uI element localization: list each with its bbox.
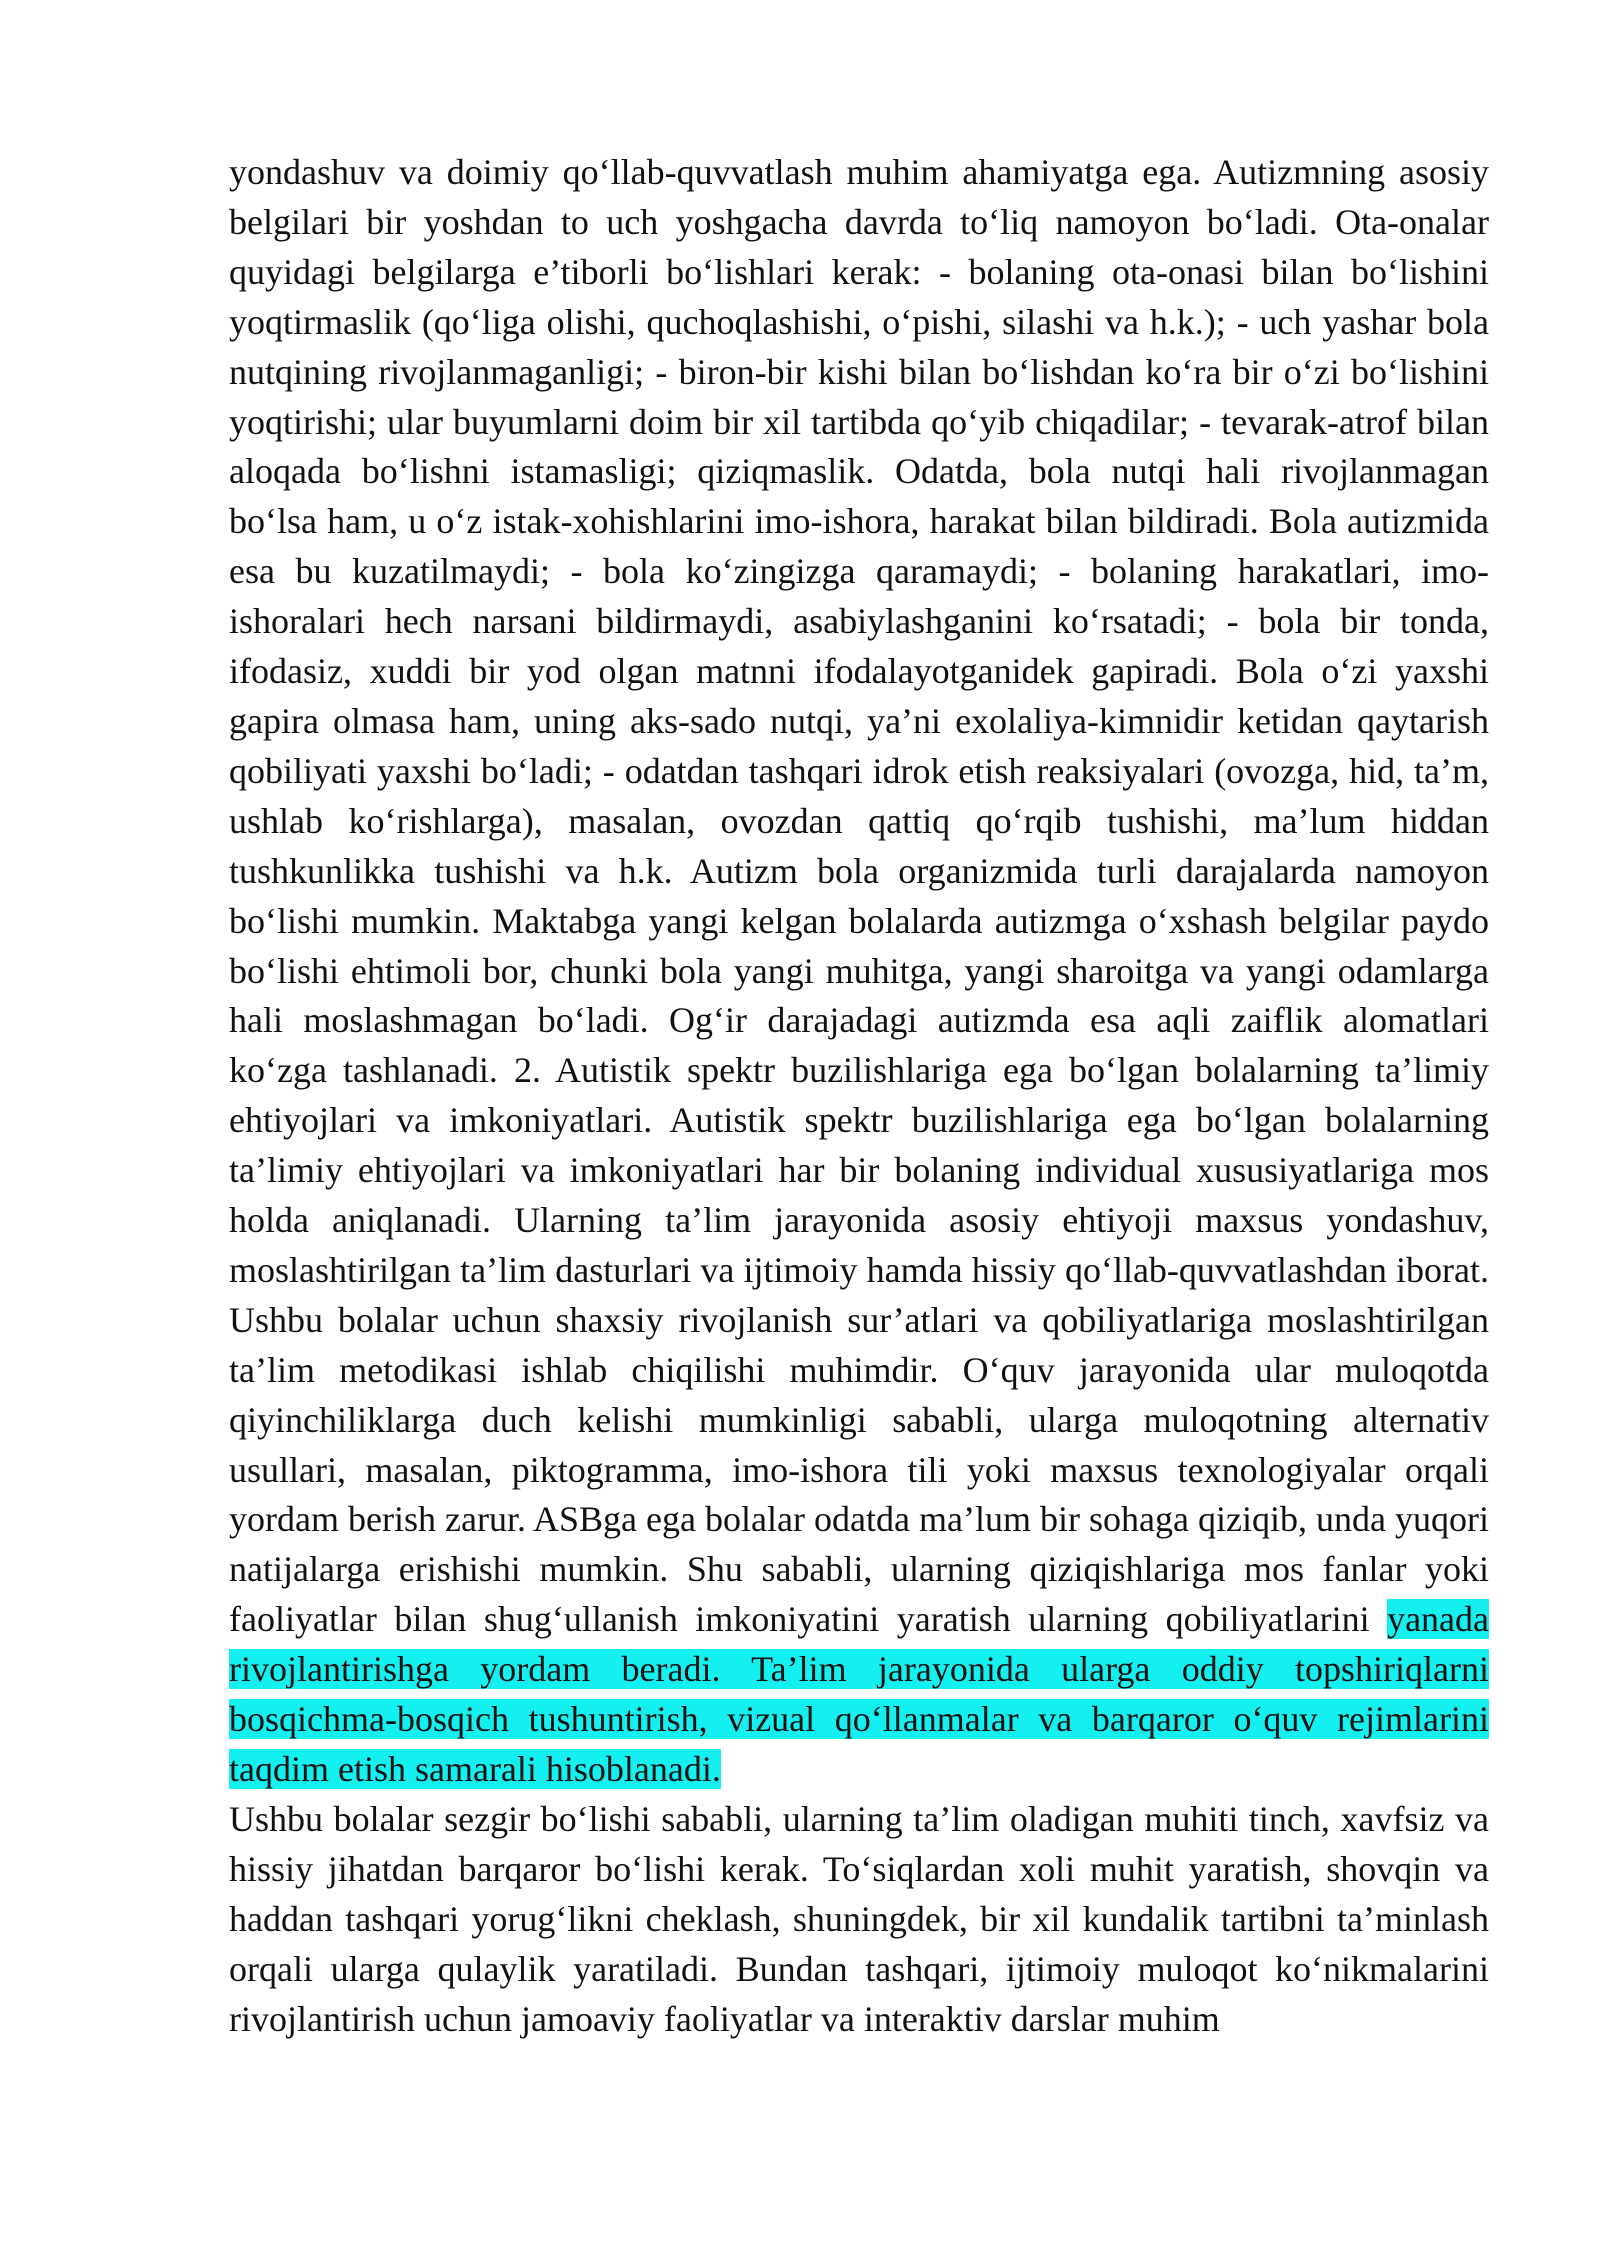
document-body (229, 148, 1489, 2044)
paragraph-2: Ushbu bolalar sezgir bo‘lishi sababli, ularning ta’lim oladigan muhiti tinch, xavfsiz va hissiy jihatdan barqaror bo‘lishi kerak. To‘siqlardan xoli muhit yaratish, shovqin va haddan tashqari yorug‘likni cheklash, shuningdek, bir xil kundalik tartibni ta’minlash orqali ularga qulaylik yaratiladi. Bundan tashqari, ijtimoiy muloqot ko‘nikmalarini rivojlantirish uchun jamoaviy faoliyatlar va interaktiv darslar muhim (229, 1798, 1489, 2039)
paragraph-1 (229, 148, 1489, 1795)
highlighted-text: yanada rivojlantirishga yordam beradi. Ta’lim jarayonida ularga oddiy topshiriqlarni bosqichma-bosqich tushuntirish, vizual qo‘llanmalar va barqaror o‘quv rejimlarini taqdim etish samarali hisoblanadi. (229, 1599, 1489, 1789)
paragraph-1-text: yondashuv va doimiy qo‘llab-quvvatlash muhim ahamiyatga ega. Autizmning asosiy belgilari bir yoshdan to uch yoshgacha davrda to‘liq namoyon bo‘ladi. Ota-onalar quyidagi belgilarga e’tiborli bo‘lishlari kerak: - bolaning ota-onasi bilan bo‘lishini yoqtirmaslik (qo‘liga olishi, quchoqlashishi, o‘pishi, silashi va h.k.); - uch yashar bola nutqining rivojlanmaganligi; - biron-bir kishi bilan bo‘lishdan ko‘ra bir o‘zi bo‘lishini yoqtirishi; ular buyumlarni doim bir xil tartibda qo‘yib chiqadilar; - tevarak-atrof bilan aloqada bo‘lishni istamasligi; qiziqmaslik. Odatda, bola nutqi hali rivojlanmagan bo‘lsa ham, u o‘z istak-xohishlarini imo-ishora, harakat bilan bildiradi. Bola autizmida esa bu kuzatilmaydi; - bola ko‘zingizga qaramaydi; - bolaning harakatlari, imo-ishoralari hech narsani bildirmaydi, asabiylashganini ko‘rsatadi; - bola bir tonda, ifodasiz, xuddi bir yod olgan matnni ifodalayotganidek gapiradi. Bola o‘zi yaxshi gapira olmasa ham, uning aks-sado nutqi, ya’ni exolaliya-kimnidir ketidan qaytarish qobiliyati yaxshi bo‘ladi; - odatdan tashqari idrok etish reaksiyalari (ovozga, hid, ta’m, ushlab ko‘rishlarga), masalan, ovozdan qattiq qo‘rqib tushishi, ma’lum hiddan tushkunlikka tushishi va h.k. Autizm bola organizmida turli darajalarda namoyon bo‘lishi mumkin. Maktabga yangi kelgan bolalarda autizmga o‘xshash belgilar paydo bo‘lishi ehtimoli bor, chunki bola yangi muhitga, yangi sharoitga va yangi odamlarga hali moslashmagan bo‘ladi. Og‘ir darajadagi autizmda esa aqli zaiflik alomatlari ko‘zga tashlanadi. 2. Autistik spektr buzilishlariga ega bo‘lgan bolalarning ta’limiy ehtiyojlari va imkoniyatlari. Autistik spektr buzilishlariga ega bo‘lgan bolalarning ta’limiy ehtiyojlari va imkoniyatlari har bir bolaning individual xususiyatlariga mos holda aniqlanadi. Ularning ta’lim jarayonida asosiy ehtiyoji maxsus yondashuv, moslashtirilgan ta’lim dasturlari va ijtimoiy hamda hissiy qo‘llab-quvvatlashdan iborat. Ushbu bolalar uchun shaxsiy rivojlanish sur’atlari va qobiliyatlariga moslashtirilgan ta’lim metodikasi ishlab chiqilishi muhimdir. O‘quv jarayonida ular muloqotda qiyinchiliklarga duch kelishi mumkinligi sababli, ularga muloqotning alternativ usullari, masalan, piktogramma, imo-ishora tili yoki maxsus texnologiyalar orqali yordam berish zarur. ASBga ega bolalar odatda ma’lum bir sohaga qiziqib, unda yuqori natijalarga erishishi mumkin. Shu sababli, ularning qiziqishlariga mos fanlar yoki faoliyatlar bilan shug‘ullanish imkoniyatini yaratish ularning qobiliyatlarini (229, 152, 1489, 1640)
